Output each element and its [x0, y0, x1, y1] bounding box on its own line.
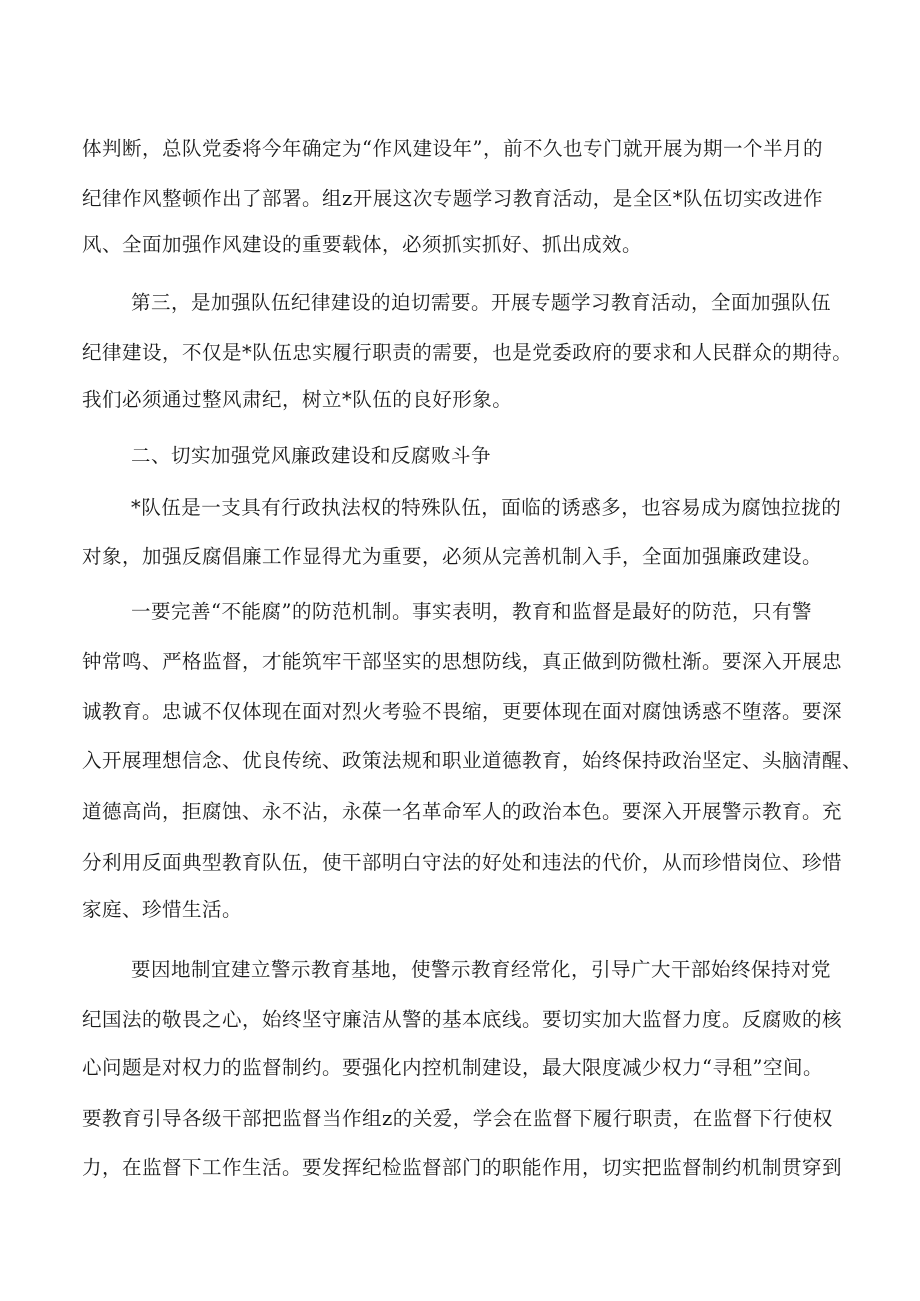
text-line: 钟常鸣、严格监督，才能筑牢干部坚实的思想防线，真正做到防微杜渐。要深入开展忠 — [82, 650, 843, 673]
text-line: 入开展理想信念、优良传统、政策法规和职业道德教育，始终保持政治坚定、头脑清醒、 — [82, 749, 863, 772]
text-line: 纪国法的敬畏之心，始终坚守廉洁从警的基本底线。要切实加大监督力度。反腐败的核 — [82, 1008, 843, 1031]
text-line: 体判断，总队党委将今年确定为“作风建设年”，前不久也专门就开展为期一个半月的 — [82, 137, 823, 160]
text-line: 道德高尚，拒腐蚀、永不沾，永葆一名革命军人的政治本色。要深入开展警示教育。充 — [82, 800, 843, 823]
text-line: 家庭、珍惜生活。 — [82, 898, 243, 921]
text-line: 力，在监督下工作生活。要发挥纪检监督部门的职能作用，切实把监督制约机制贯穿到 — [82, 1156, 843, 1179]
text-line: 纪律建设，不仅是*队伍忠实履行职责的需要，也是党委政府的要求和人民群众的期待。 — [82, 341, 853, 364]
text-line: 心问题是对权力的监督制约。要强化内控机制建设，最大限度减少权力“寻租”空间。 — [82, 1056, 823, 1079]
text-line: 对象，加强反腐倡廉工作显得尤为重要，必须从完善机制入手，全面加强廉政建设。 — [82, 545, 823, 568]
text-line: 我们必须通过整风肃纪，树立*队伍的良好形象。 — [82, 388, 513, 411]
paragraph-first-line: *队伍是一支具有行政执法权的特殊队伍，面临的诱惑多，也容易成为腐蚀拉拢的 — [131, 496, 842, 519]
paragraph-first-line: 第三，是加强队伍纪律建设的迫切需要。开展专题学习教育活动，全面加强队伍 — [131, 291, 832, 314]
section-heading: 二、切实加强党风廉政建设和反腐败斗争 — [131, 444, 492, 467]
text-line: 诚教育。忠诚不仅体现在面对烈火考验不畏缩，更要体现在面对腐蚀诱惑不堕落。要深 — [82, 700, 843, 723]
text-line: 分利用反面典型教育队伍，使干部明白守法的好处和违法的代价，从而珍惜岗位、珍惜 — [82, 851, 843, 874]
text-line: 要教育引导各级干部把监督当作组z的关爱，学会在监督下履行职责，在监督下行使权 — [82, 1107, 833, 1130]
paragraph-first-line: 要因地制宜建立警示教育基地，使警示教育经常化，引导广大干部始终保持对党 — [131, 958, 832, 981]
paragraph-first-line: 一要完善“不能腐”的防范机制。事实表明，教育和监督是最好的防范，只有警 — [131, 600, 812, 623]
text-line: 纪律作风整顿作出了部署。组z开展这次专题学习教育活动，是全区*队伍切实改进作 — [82, 187, 824, 210]
text-line: 风、全面加强作风建设的重要载体，必须抓实抓好、抓出成效。 — [82, 233, 643, 256]
